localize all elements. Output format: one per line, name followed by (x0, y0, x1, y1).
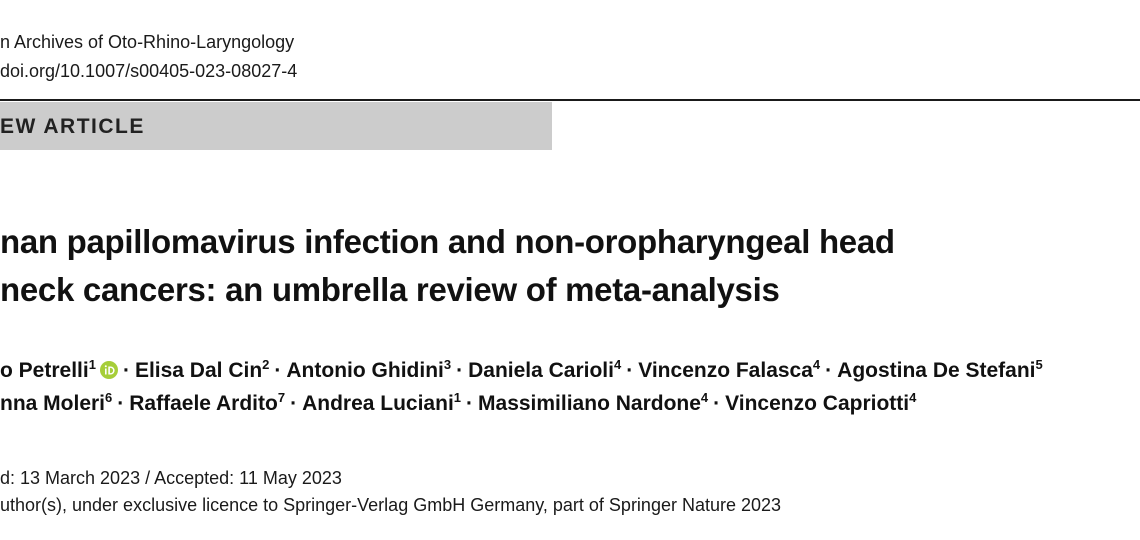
author-affiliation[interactable]: 2 (262, 357, 270, 372)
author-separator: · (626, 359, 634, 382)
article-type-label: EW ARTICLE (0, 115, 145, 138)
author-affiliation[interactable]: 4 (613, 357, 622, 372)
author-name[interactable]: Daniela Carioli (468, 359, 614, 382)
authors-line-2 (0, 390, 916, 418)
author-affiliation[interactable]: 4 (909, 390, 917, 405)
author-separator: · (825, 359, 833, 382)
author-name[interactable]: o Petrelli (0, 359, 89, 382)
journal-name: n Archives of Oto-Rhino-Laryngology (0, 32, 295, 52)
author-affiliation[interactable]: 1 (453, 390, 462, 405)
author-name[interactable]: nna Moleri (0, 392, 106, 415)
article-title-line-2: neck cancers: an umbrella review of meta-analysis (0, 271, 780, 308)
header-divider (0, 99, 1140, 101)
author-affiliation[interactable]: 4 (812, 357, 821, 372)
authors-line-1 (0, 357, 1043, 385)
author-separator: · (456, 359, 464, 382)
doi-link[interactable]: doi.org/10.1007/s00405-023-08027-4 (0, 61, 298, 81)
received-accepted-dates: d: 13 March 2023 / Accepted: 11 May 2023 (0, 468, 342, 488)
author-name[interactable]: Vincenzo Capriotti (725, 392, 910, 415)
author-affiliation[interactable]: 6 (105, 390, 113, 405)
author-affiliation[interactable]: 7 (277, 390, 286, 405)
author-name[interactable]: Agostina De Stefani (837, 359, 1036, 382)
author-affiliation[interactable]: 5 (1035, 357, 1043, 372)
article-title-line-1: nan papillomavirus infection and non-oropharyngeal head (0, 223, 895, 260)
author-separator: · (290, 392, 298, 415)
author-separator: · (466, 392, 474, 415)
author-name[interactable]: Andrea Luciani (302, 392, 454, 415)
author-separator: · (713, 392, 721, 415)
author-separator: · (274, 359, 282, 382)
author-name[interactable]: Elisa Dal Cin (134, 359, 263, 382)
orcid-icon[interactable] (100, 361, 118, 379)
copyright-notice: uthor(s), under exclusive licence to Springer-Verlag GmbH Germany, part of Springer Nature 2023 (0, 495, 782, 515)
author-name[interactable]: Raffaele Ardito (129, 392, 278, 415)
author-separator: · (117, 392, 125, 415)
author-name[interactable]: Vincenzo Falasca (638, 359, 813, 382)
author-affiliation[interactable]: 4 (700, 390, 709, 405)
author-affiliation[interactable]: 3 (443, 357, 452, 372)
author-separator: · (122, 359, 130, 382)
author-affiliation[interactable]: 1 (88, 357, 96, 372)
author-name[interactable]: Antonio Ghidini (286, 359, 444, 382)
author-name[interactable]: Massimiliano Nardone (478, 392, 701, 415)
